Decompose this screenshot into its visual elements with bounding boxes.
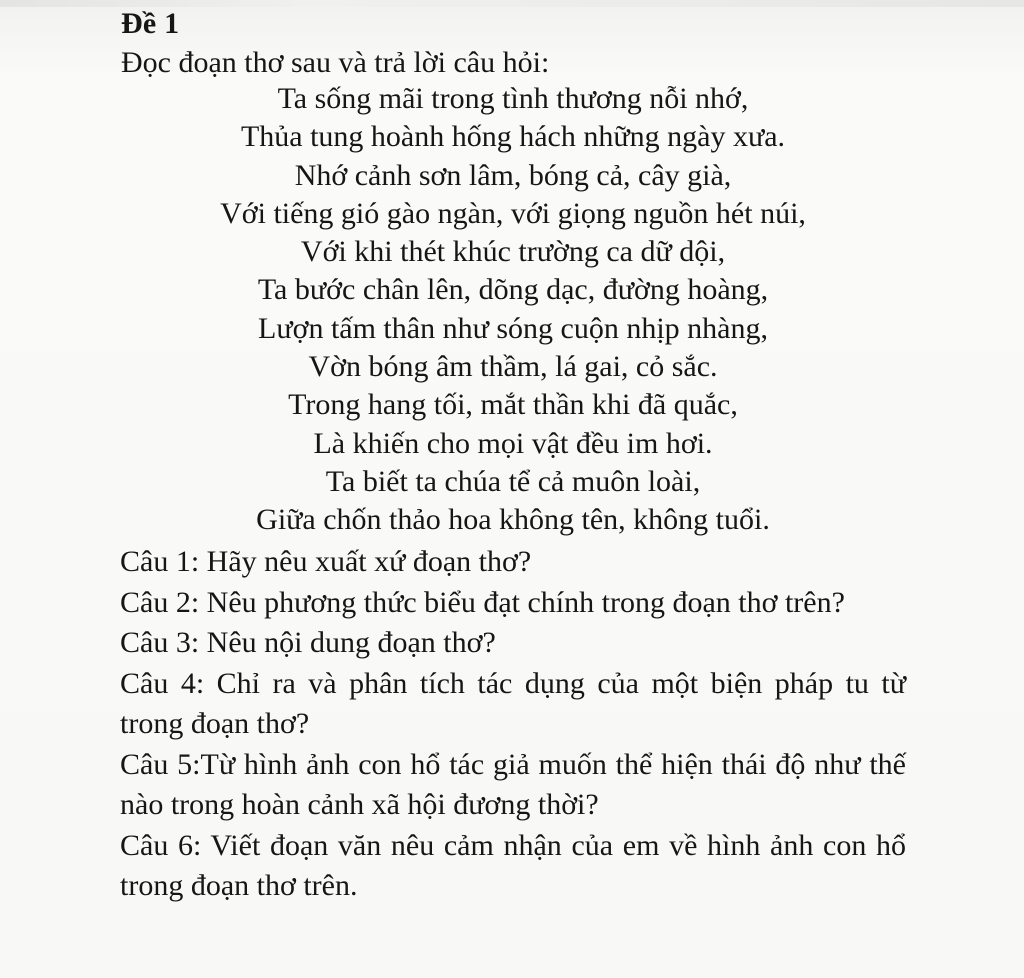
poem-line: Nhớ cảnh sơn lâm, bóng cả, cây già, (294, 158, 732, 192)
poem-line: Ta bước chân lên, dõng dạc, đường hoàng, (257, 273, 769, 307)
poem-line: Trong hang tối, mắt thần khi đã quắc, (288, 388, 738, 422)
poem-line: Thủa tung hoành hống hách những ngày xưa. (240, 120, 786, 154)
reading-instruction: Đọc đoạn thơ sau và trả lời câu hỏi: (121, 46, 550, 79)
exam-title: Đề 1 (121, 7, 180, 40)
question-list (120, 542, 906, 907)
poem-excerpt (120, 80, 906, 540)
question-2: Câu 2: Nêu phương thức biểu đạt chính trong đoạn thơ trên? (120, 585, 845, 619)
poem-line: Lượn tấm thân như sóng cuộn nhịp nhàng, (258, 311, 768, 345)
poem-line: Ta sống mãi trong tình thương nỗi nhớ, (277, 82, 749, 115)
question-5: Câu 5:Từ hình ảnh con hổ tác giả muốn thể hiện thái độ như thế nào trong hoàn cảnh xã hội đương thời? (120, 747, 906, 821)
poem-line: Giữa chốn thảo hoa không tên, không tuổi. (256, 503, 770, 537)
question-6: Câu 6: Viết đoạn văn nêu cảm nhận của em về hình ảnh con hổ trong đoạn thơ trên. (120, 828, 906, 902)
poem-line: Là khiến cho mọi vật đều im hơi. (313, 426, 713, 460)
poem-line: Với tiếng gió gào ngàn, với giọng nguồn hét núi, (220, 196, 806, 230)
poem-line: Vờn bóng âm thầm, lá gai, cỏ sắc. (308, 350, 718, 384)
question-4: Câu 4: Chỉ ra và phân tích tác dụng của một biện pháp tu từ trong đoạn thơ? (120, 666, 906, 740)
poem-line: Với khi thét khúc trường ca dữ dội, (300, 235, 726, 269)
question-3: Câu 3: Nêu nội dung đoạn thơ? (120, 626, 496, 659)
poem-line: Ta biết ta chúa tể cả muôn loài, (325, 464, 701, 498)
question-1: Câu 1: Hãy nêu xuất xứ đoạn thơ? (120, 545, 532, 578)
